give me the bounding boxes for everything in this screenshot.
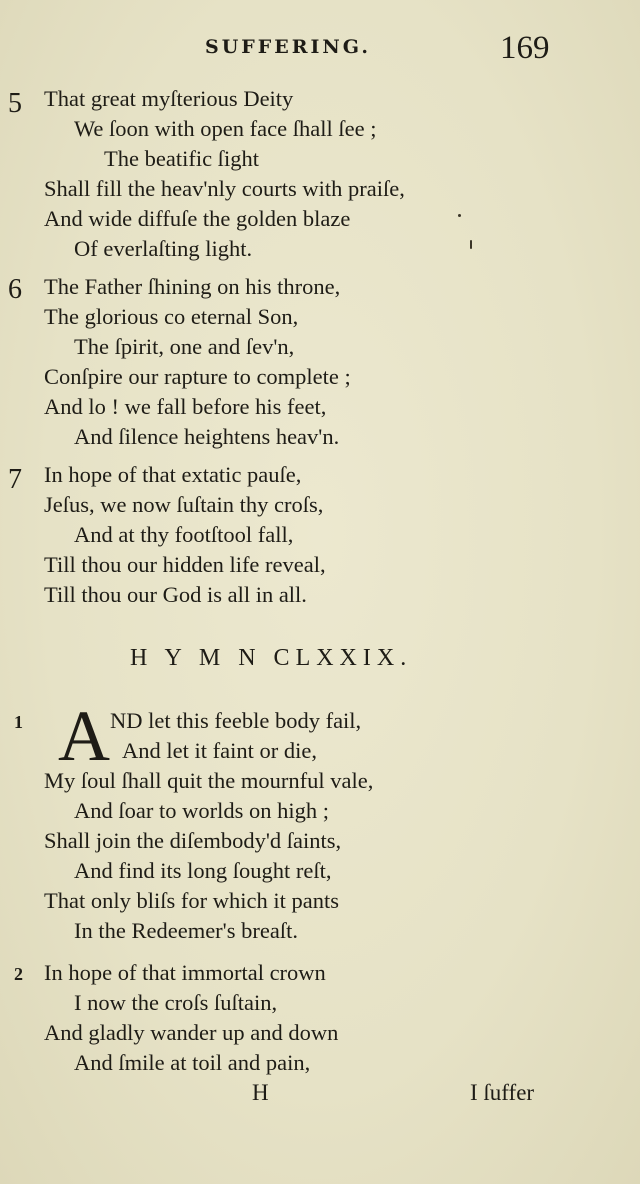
verse-line: And wide diffuſe the golden blaze xyxy=(44,206,351,231)
verse-line: The ſpirit, one and ſev'n, xyxy=(74,334,295,359)
verse-line: That great myſterious Deity xyxy=(44,86,294,111)
verse-line: In hope of that immortal crown xyxy=(44,960,326,985)
verse-line: Of everlaſting light. xyxy=(74,236,253,261)
verse-line: And ſmile at toil and pain, xyxy=(74,1050,311,1075)
verse-number: 7 xyxy=(8,464,22,495)
page-header xyxy=(0,30,640,70)
verse-line: Till thou our hidden life reveal, xyxy=(44,552,326,577)
verse-line: In hope of that extatic pauſe, xyxy=(44,462,302,487)
ink-speck xyxy=(458,214,461,217)
verse-line: Shall fill the heav'nly courts with praiſe, xyxy=(44,176,405,201)
verse-line: We ſoon with open face ſhall ſee ; xyxy=(74,116,377,141)
verse-number: 6 xyxy=(8,274,22,305)
verse-line: And find its long ſought reſt, xyxy=(74,858,332,883)
hymn-title: H Y M N CLXXIX. xyxy=(130,645,413,671)
ink-speck xyxy=(470,240,472,249)
verse-line: And let it faint or die, xyxy=(122,738,317,763)
verse-number: 1 xyxy=(14,712,23,732)
signature-mark: H xyxy=(252,1080,269,1105)
verse-line: My ſoul ſhall quit the mournful vale, xyxy=(44,768,374,793)
running-head: SUFFERING. xyxy=(205,36,371,58)
verse-line: Jeſus, we now ſuſtain thy croſs, xyxy=(44,492,324,517)
page-number: 169 xyxy=(500,30,550,66)
verse-line: In the Redeemer's breaſt. xyxy=(74,918,298,943)
verse-line: Shall join the diſembody'd ſaints, xyxy=(44,828,342,853)
verse-line: Till thou our God is all in all. xyxy=(44,582,307,607)
verse-line: The Father ſhining on his throne, xyxy=(44,274,341,299)
verse-line: And ſilence heightens heav'n. xyxy=(74,424,340,449)
verse-line: And at thy footſtool fall, xyxy=(74,522,294,547)
verse-line: That only bliſs for which it pants xyxy=(44,888,339,913)
verse-line: And gladly wander up and down xyxy=(44,1020,339,1045)
verse-number: 2 xyxy=(14,964,23,984)
verse-line: The beatific ſight xyxy=(104,146,259,171)
catchword: I ſuffer xyxy=(470,1080,535,1105)
verse-line: And ſoar to worlds on high ; xyxy=(74,798,329,823)
drop-capital: A xyxy=(58,696,110,776)
verse-line: I now the croſs ſuſtain, xyxy=(74,990,278,1015)
verse-line: The glorious co eternal Son, xyxy=(44,304,299,329)
verse-number: 5 xyxy=(8,88,22,119)
verse-line: And lo ! we fall before his feet, xyxy=(44,394,327,419)
verse-line: Conſpire our rapture to complete ; xyxy=(44,364,351,389)
verse-line: ND let this feeble body fail, xyxy=(110,708,362,733)
